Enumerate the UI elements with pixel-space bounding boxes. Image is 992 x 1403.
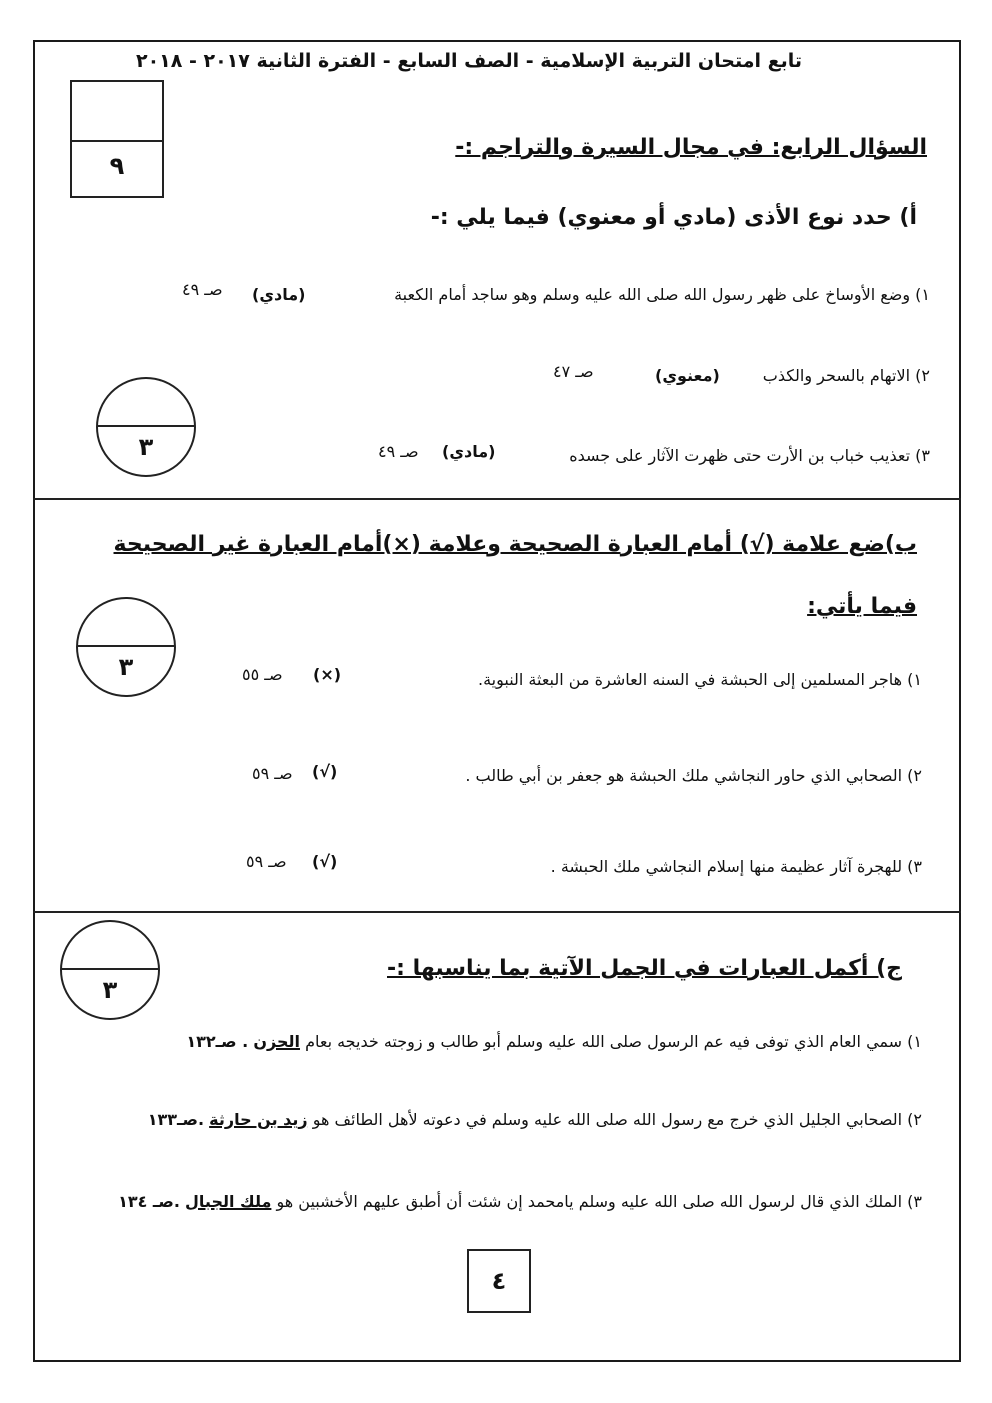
sectionB-title-2: فيما يأتي:: [807, 594, 917, 619]
page-number: ٤: [467, 1249, 531, 1313]
exam-header: تابع امتحان التربية الإسلامية - الصف السابع - الفترة الثانية ٢٠١٧ - ٢٠١٨: [135, 50, 802, 72]
sectionB-item-3-ref: صـ ٥٩: [246, 852, 287, 871]
sectionC-item-3-ref: .صـ ١٣٤: [118, 1192, 180, 1211]
circle-divider: [62, 968, 158, 970]
sectionC-item-2: [62, 1110, 922, 1129]
sectionA-score: ٣: [138, 433, 154, 461]
sectionB-item-3-answer: (√): [312, 852, 338, 871]
sectionA-item-2-ref: صـ ٤٧: [553, 362, 594, 381]
divider-line-2: [33, 911, 961, 913]
sectionC-item-2-answer: زيد بن حارثة: [209, 1110, 308, 1129]
sectionB-score: ٣: [118, 653, 134, 681]
divider-line-1: [33, 498, 961, 500]
sectionA-item-3-ref: صـ ٤٩: [378, 442, 419, 461]
sectionB-item-1-answer: (×): [313, 665, 342, 684]
circle-divider: [98, 425, 194, 427]
sectionB-item-1-ref: صـ ٥٥: [242, 665, 283, 684]
sectionB-score-circle: [76, 597, 176, 697]
sectionB-item-1-text: ١) هاجر المسلمين إلى الحبشة في السنه العاشرة من البعثة النبوية.: [477, 670, 922, 689]
sectionB-item-3-text: ٣) للهجرة آثار عظيمة منها إسلام النجاشي ملك الحبشة .: [550, 857, 922, 876]
sectionC-title: ج) أكمل العبارات في الجمل الآتية بما يناسبها :-: [387, 956, 902, 981]
sectionC-item-1-ref: . صـ١٣٢: [186, 1032, 249, 1051]
sectionC-item-3-text: ٣) الملك الذي قال لرسول الله صلى الله عليه وسلم يامحمد إن شئت أن أطبق عليهم الأخشبين هو: [276, 1192, 922, 1211]
sectionA-title: أ) حدد نوع الأذى (مادي أو معنوي) فيما يلي :-: [430, 205, 917, 230]
total-score-value: ٩: [109, 152, 125, 180]
score-box-divider: [72, 140, 162, 142]
sectionC-item-1: [186, 1032, 922, 1051]
sectionC-item-3: [62, 1192, 922, 1211]
total-score-box: [70, 80, 164, 198]
question4-title: السؤال الرابع: في مجال السيرة والتراجم :-: [455, 135, 927, 160]
sectionA-item-1-answer: (مادي): [252, 285, 306, 304]
sectionC-item-2-text: ٢) الصحابي الجليل الذي خرج مع رسول الله صلى الله عليه وسلم في دعوته لأهل الطائف هو: [312, 1110, 922, 1129]
page-frame: [33, 40, 961, 1362]
sectionA-item-3-answer: (مادي): [442, 442, 496, 461]
sectionA-item-2-text: ٢) الاتهام بالسحر والكذب: [762, 366, 930, 385]
sectionB-item-2-ref: صـ ٥٩: [252, 764, 293, 783]
sectionA-score-circle: [96, 377, 196, 477]
sectionC-item-2-ref: .صـ١٣٣: [147, 1110, 205, 1129]
sectionC-item-1-text: ١) سمي العام الذي توفى فيه عم الرسول صلى الله عليه وسلم أبو طالب و زوجته خديجه بعام: [305, 1032, 922, 1051]
sectionA-item-2-answer: (معنوي): [655, 366, 720, 385]
sectionA-item-1-ref: صـ ٤٩: [182, 280, 223, 299]
sectionC-score-circle: [60, 920, 160, 1020]
sectionC-score: ٣: [102, 976, 118, 1004]
circle-divider: [78, 645, 174, 647]
sectionA-item-3-text: ٣) تعذيب خباب بن الأرت حتى ظهرت الآثار على جسده: [569, 446, 930, 465]
sectionC-item-1-answer: الحزن: [253, 1032, 300, 1051]
sectionC-item-3-answer: ملك الجبال: [185, 1192, 272, 1211]
sectionA-item-1-text: ١) وضع الأوساخ على ظهر رسول الله صلى الله عليه وسلم وهو ساجد أمام الكعبة: [394, 285, 930, 304]
sectionB-title: ب)ضع علامة (√) أمام العبارة الصحيحة وعلامة (×)أمام العبارة غير الصحيحة: [113, 532, 917, 557]
sectionB-item-2-answer: (√): [312, 762, 338, 781]
sectionB-item-2-text: ٢) الصحابي الذي حاور النجاشي ملك الحبشة هو جعفر بن أبي طالب .: [465, 766, 922, 785]
